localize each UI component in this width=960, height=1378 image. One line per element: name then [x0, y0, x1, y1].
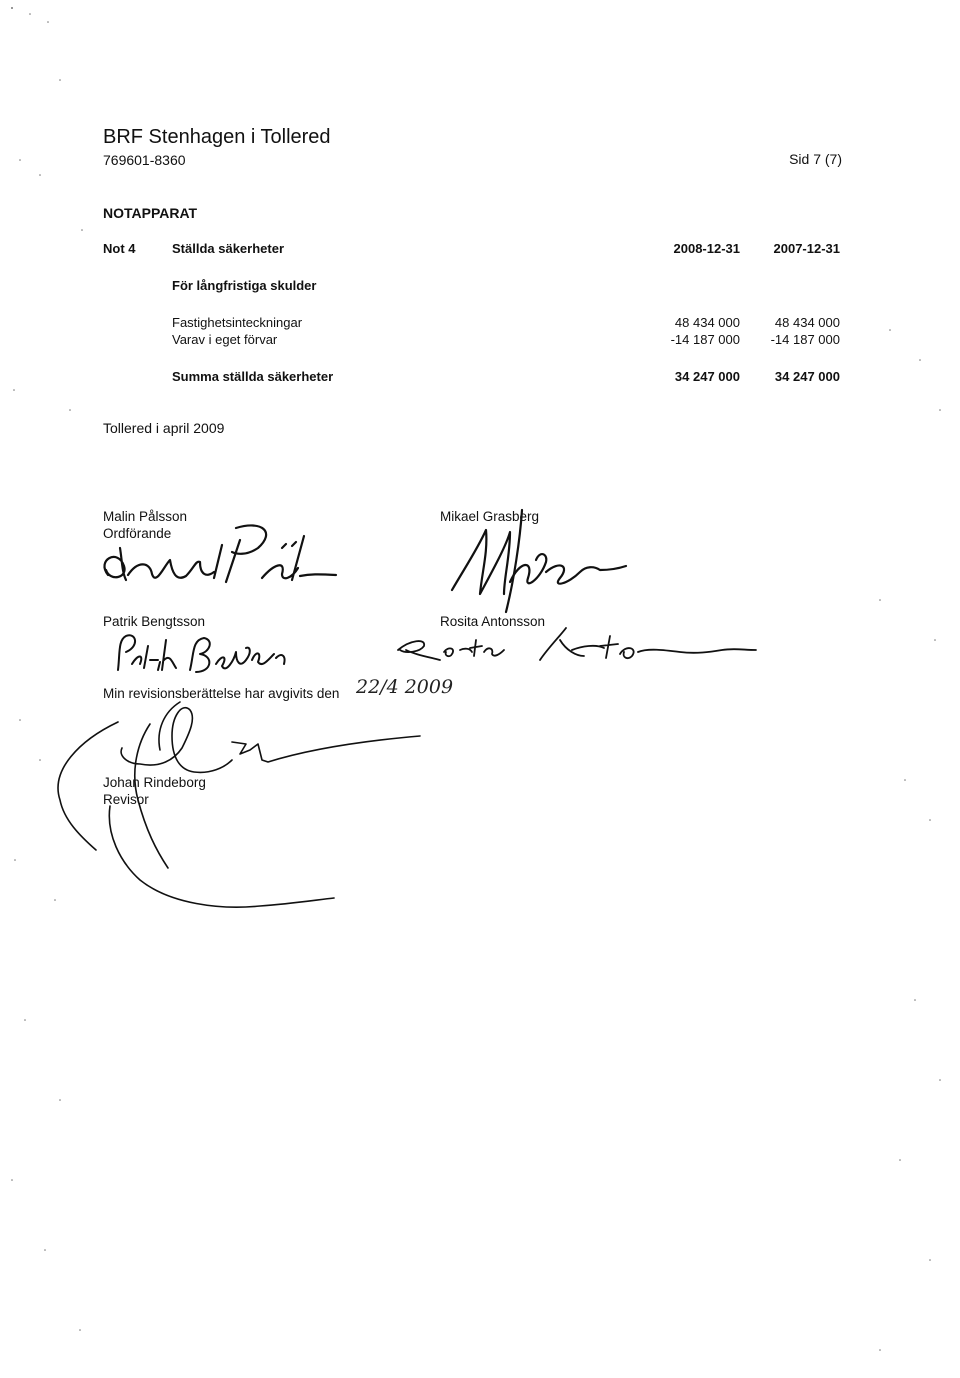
row-value-2008: 48 434 000 [674, 315, 740, 330]
total-label: Summa ställda säkerheter [172, 369, 334, 384]
group-label: För långfristiga skulder [172, 278, 317, 293]
handwritten-date: 22/4 2009 [356, 676, 454, 698]
page-number: Sid 7 (7) [789, 151, 842, 167]
signatory-name: Mikael Grasberg [440, 509, 540, 524]
signatory-name: Rosita Antonsson [440, 614, 546, 629]
signatory-name: Malin Pålsson [103, 509, 188, 524]
section-title: NOTAPPARAT [103, 205, 198, 221]
row-label: Varav i eget förvar [172, 332, 278, 347]
column-header-2007: 2007-12-31 [773, 241, 840, 256]
place-and-date: Tollered i april 2009 [103, 420, 225, 436]
signatory-name: Patrik Bengtsson [103, 614, 206, 629]
total-value-2008: 34 247 000 [674, 369, 740, 384]
organization-number: 769601-8360 [103, 152, 186, 168]
auditor-name: Johan Rindeborg [103, 775, 206, 790]
row-value-2007: 48 434 000 [774, 315, 840, 330]
column-header-2008: 2008-12-31 [673, 241, 740, 256]
signature-mikael-grasberg [452, 510, 626, 612]
signature-johan-rindeborg [58, 702, 420, 907]
organization-name: BRF Stenhagen i Tollered [103, 126, 331, 148]
audit-statement: Min revisionsberättelse har avgivits den [103, 686, 340, 701]
row-value-2008: -14 187 000 [670, 332, 740, 347]
note-title: Ställda säkerheter [172, 241, 285, 256]
signature-patrik-bengtsson [118, 635, 285, 672]
auditor-role: Revisor [103, 792, 149, 807]
row-label: Fastighetsinteckningar [172, 315, 303, 330]
note-number: Not 4 [103, 241, 136, 256]
total-value-2007: 34 247 000 [774, 369, 840, 384]
row-value-2007: -14 187 000 [770, 332, 840, 347]
signature-rosita-antonsson [398, 628, 756, 660]
signatory-role: Ordförande [103, 526, 172, 541]
signature-malin-palsson [104, 525, 336, 582]
